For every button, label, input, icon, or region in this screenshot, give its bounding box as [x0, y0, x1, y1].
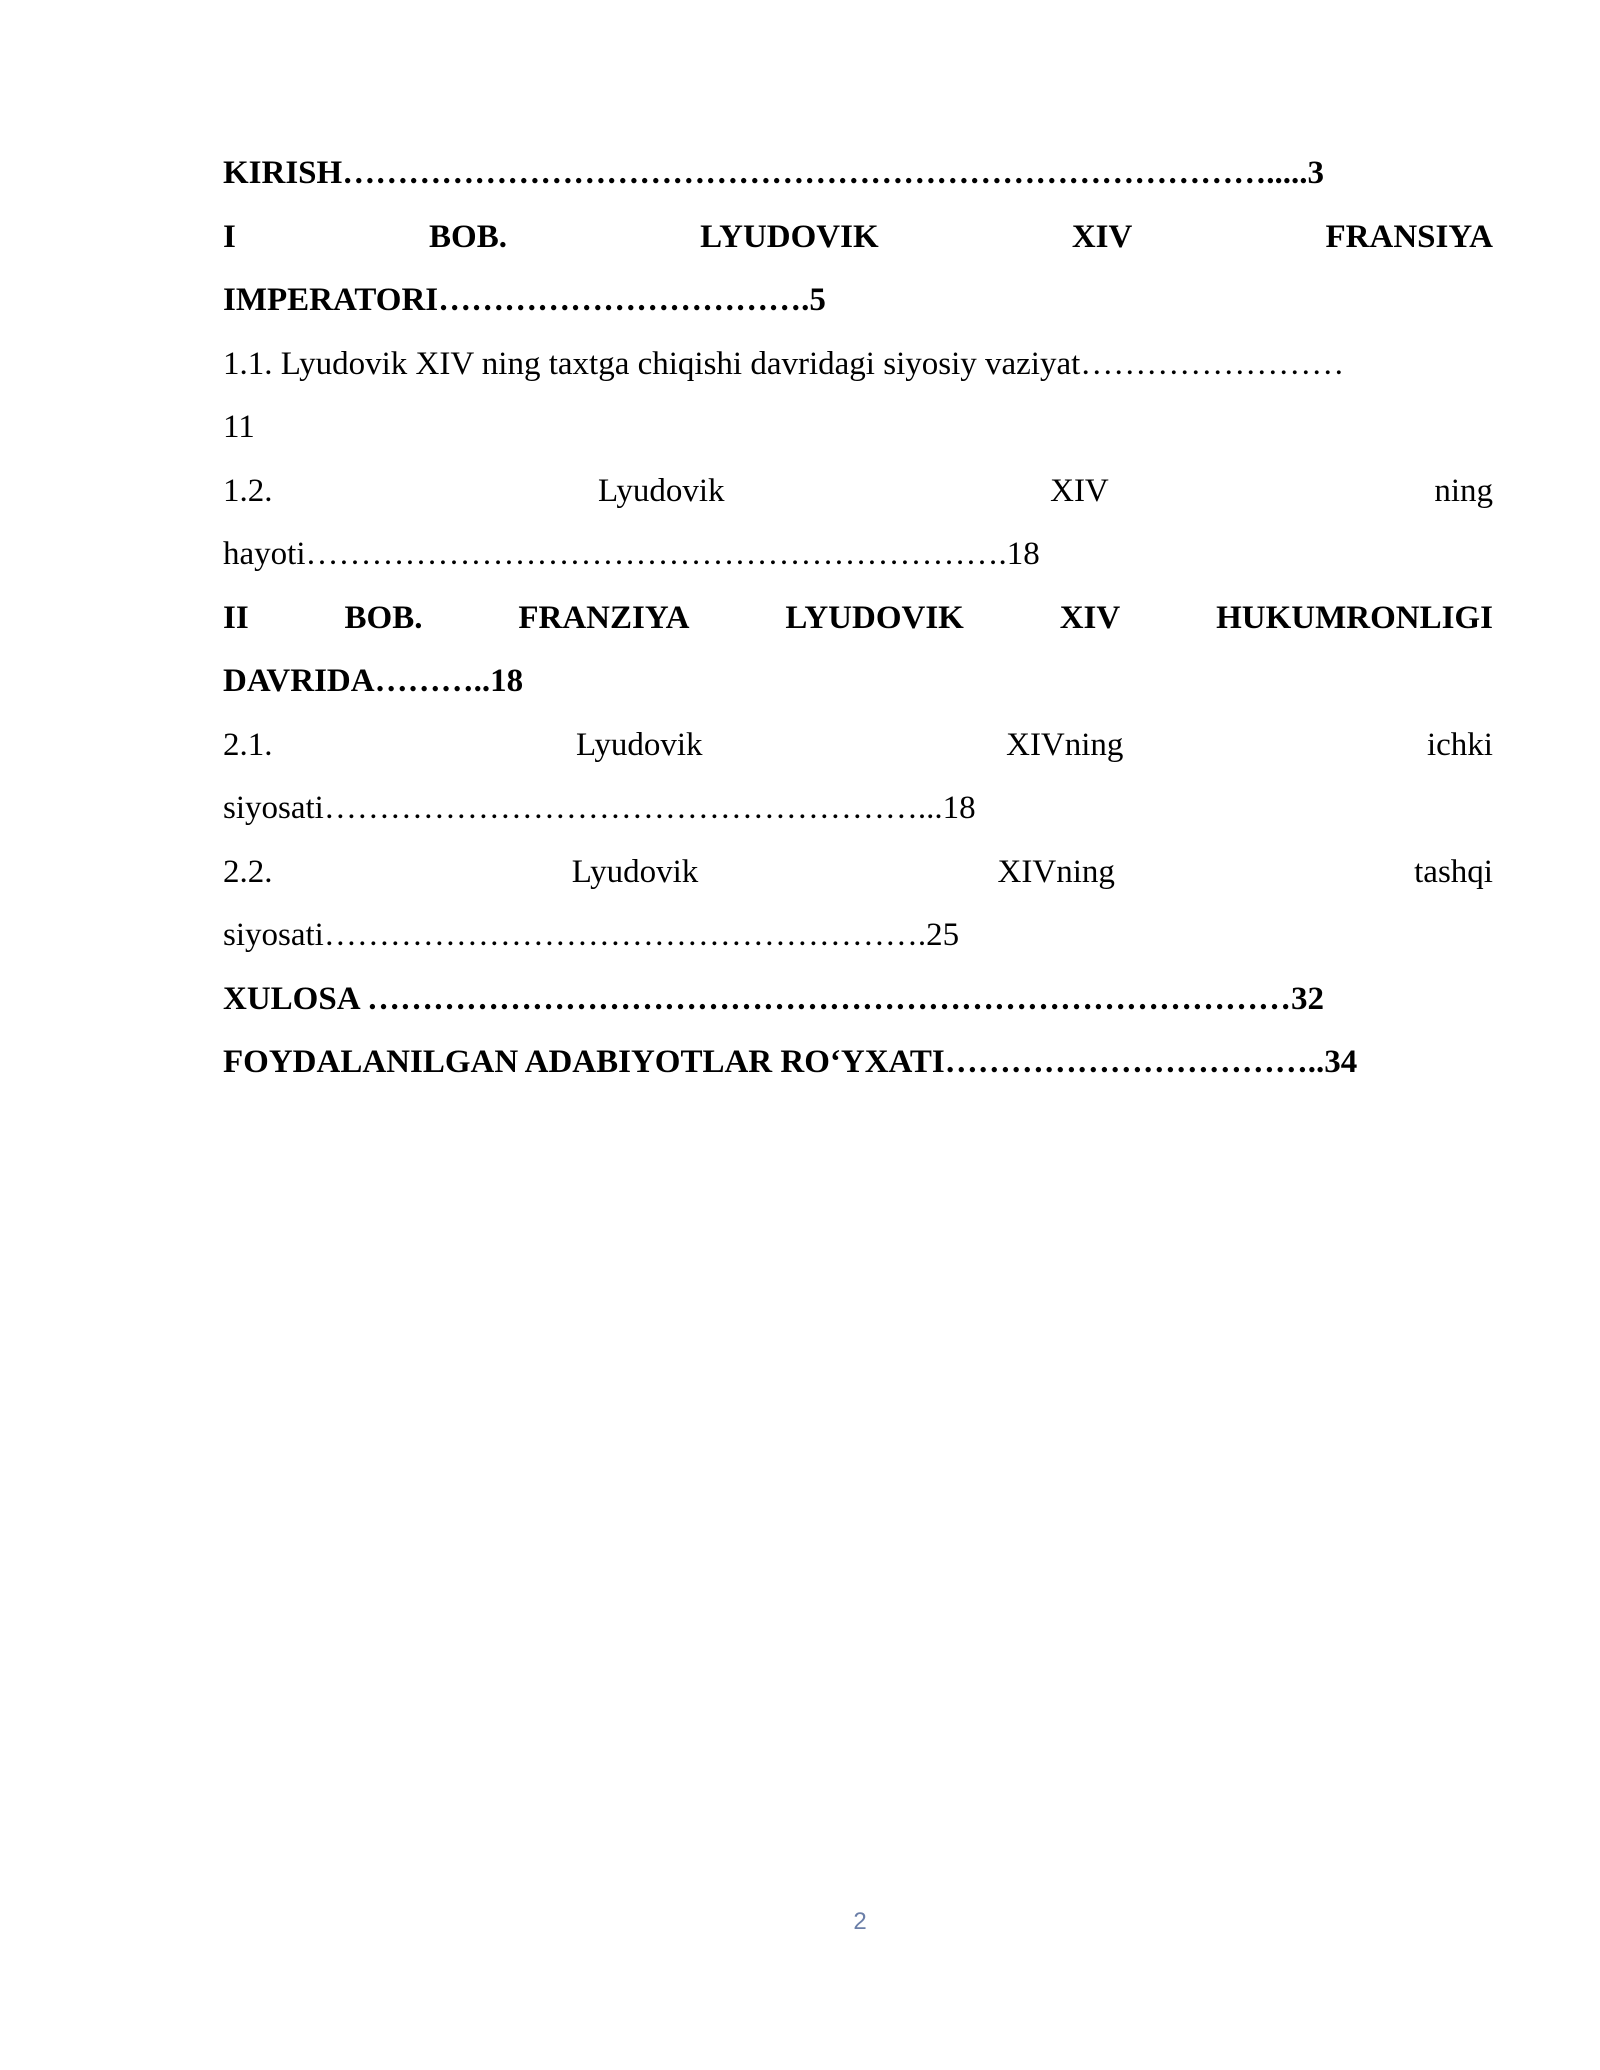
toc-word: 2.1. [223, 726, 273, 763]
toc-entry-bob1-line2: IMPERATORI…………………………….5 [223, 282, 826, 318]
toc-word: BOB. [344, 599, 423, 636]
toc-entry-bob1-line1 [223, 206, 1493, 270]
toc-entry-bob2-line1 [223, 587, 1493, 651]
toc-entry-2-2-line2: siyosati……………………………………………….25 [223, 917, 960, 953]
toc-entry-2-1-line2: siyosati………………………………………………...18 [223, 790, 976, 826]
toc-word: II [223, 599, 249, 636]
toc-entry-2-2-line1 [223, 841, 1493, 905]
toc-word: FRANSIYA [1325, 218, 1493, 255]
toc-entry-kirish: KIRISH………………………………………………………………………….....3 [223, 155, 1324, 191]
toc-word: 2.2. [223, 853, 273, 890]
toc-word: LYUDOVIK [700, 218, 879, 255]
page-number: 2 [853, 1908, 867, 1935]
toc-word: FRANZIYA [518, 599, 690, 636]
toc-word: XIVning [1006, 726, 1124, 763]
toc-entry-adabiyotlar: FOYDALANILGAN ADABIYOTLAR RO‘YXATI……………………………..34 [223, 1044, 1358, 1080]
toc-word: LYUDOVIK [785, 599, 964, 636]
toc-word: BOB. [429, 218, 507, 255]
toc-word: Lyudovik [576, 726, 703, 763]
toc-word: XIVning [997, 853, 1115, 890]
toc-word: 1.2. [223, 472, 273, 509]
toc-entry-bob2-line2: DAVRIDA………..18 [223, 663, 524, 699]
table-of-contents [223, 142, 1493, 1095]
toc-word: ning [1434, 472, 1493, 509]
toc-word: tashqi [1414, 853, 1493, 890]
toc-entry-xulosa: XULOSA …………………………………………………………………………32 [223, 980, 1324, 1017]
toc-entry-1-1-line1: 1.1. Lyudovik XIV ning taxtga chiqishi davridagi siyosiy vaziyat…………………… [223, 345, 1345, 382]
toc-word: Lyudovik [571, 853, 699, 890]
toc-word: XIV [1059, 599, 1121, 636]
toc-entry-2-1-line1 [223, 714, 1493, 778]
toc-word: I [223, 218, 236, 255]
toc-entry-1-2-line2: hayoti……………………………………………………….18 [223, 536, 1040, 572]
toc-word: ichki [1426, 726, 1493, 763]
toc-word: HUKUMRONLIGI [1216, 599, 1493, 636]
toc-word: XIV [1071, 218, 1133, 255]
toc-word: Lyudovik [598, 472, 725, 509]
toc-entry-1-1-line2: 11 [223, 409, 255, 445]
toc-word: XIV [1050, 472, 1109, 509]
toc-entry-1-2-line1 [223, 460, 1493, 524]
